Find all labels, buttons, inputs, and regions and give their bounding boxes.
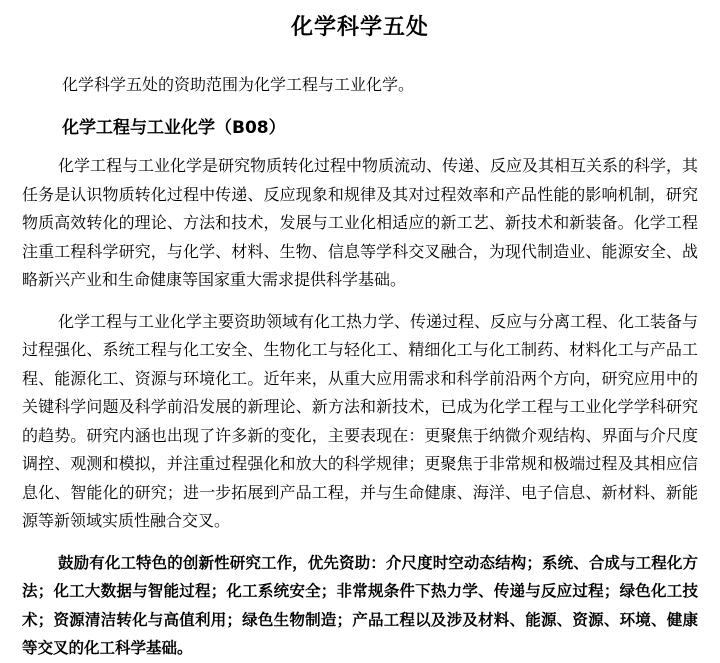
body-paragraph-funding-areas: 化学工程与工业化学主要资助领域有化工热力学、传递过程、反应与分离工程、化工装备与过程强化、系统工程与化工安全、生物化工与轻化工、精细化工与化工制药、材料化工与产品工程、能源化工、资源与环境化工。近年来，从重大应用需求和科学前沿两个方向，研究应用中的关键科学问题及科学前沿发展的新理论、新方法和新技术，已成为化学工程与工业化学学科研究的趋势。研究内涵也出现了许多新的变化，主要表现在：更聚焦于纳微介观结构、界面与介尺度调控、观测和模拟，并注重过程强化和放大的科学规律；更聚焦于非常规和极端过程及其相应信息化、智能化的研究；进一步拓展到产品工程，并与生命健康、海洋、电子信息、新材料、新能源等新领域实质性融合交叉。 [22,311,699,530]
section-heading: 化学工程与工业化学（B08） [62,118,286,138]
priority-paragraph: 鼓励有化工特色的创新性研究工作，优先资助：介尺度时空动态结构；系统、合成与工程化方法；化工大数据与智能过程；化工系统安全；非常规条件下热力学、传递与反应过程；绿色化工技术；资源清洁转化与高值利用；绿色生物制造；产品工程以及涉及材料、能源、资源、环境、健康等交叉的化工科学基础。 [22,553,698,657]
intro-paragraph: 化学科学五处的资助范围为化学工程与工业化学。 [62,75,415,94]
body-paragraph-overview: 化学工程与工业化学是研究物质转化过程中物质流动、传递、反应及其相互关系的科学，其任务是认识物质转化过程中传递、反应现象和规律及其对过程效率和产品性能的影响机制，研究物质高效转化的理论、方法和技术，发展与工业化相适应的新工艺、新技术和新装备。化学工程注重工程科学研究，与化学、材料、生物、信息等学科交叉融合，为现代制造业、能源安全、战略新兴产业和生命健康等国家重大需求提供科学基础。 [22,156,699,289]
page-title: 化学科学五处 [290,15,429,40]
